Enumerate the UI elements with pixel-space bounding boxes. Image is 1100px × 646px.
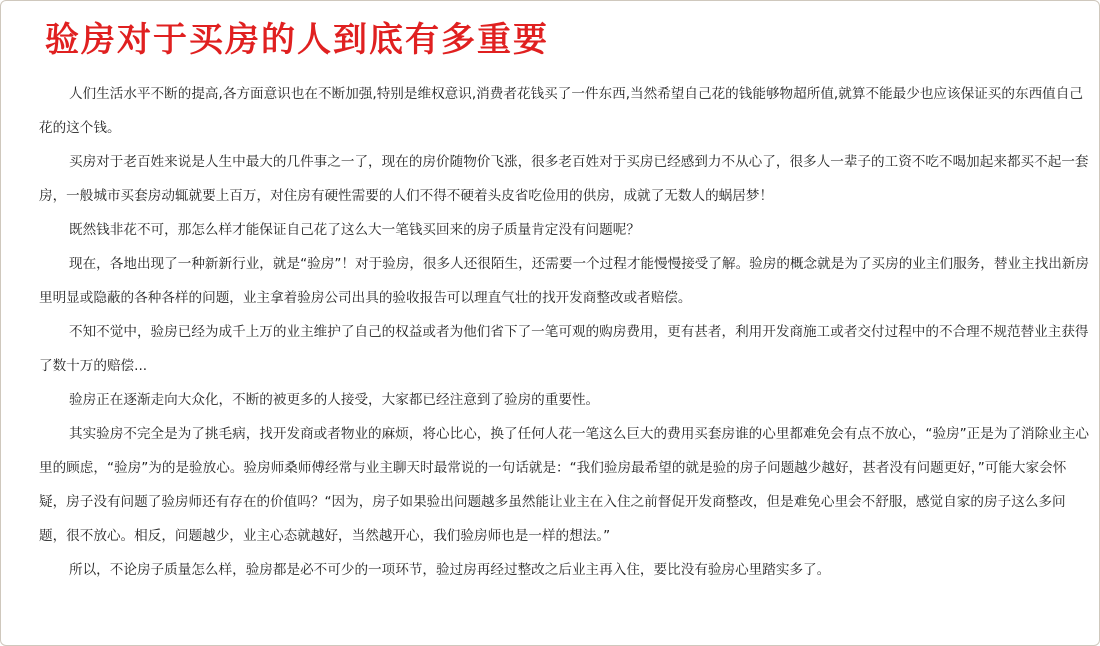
paragraph-7: 其实验房不完全是为了挑毛病，找开发商或者物业的麻烦，将心比心，换了任何人花一笔这么巨大的费用买套房谁的心里都难免会有点不放心，“验房”正是为了消除业主心里的顾虑，“验房”为的是验放心。验房师桑师傅经常与业主聊天时最常说的一句话就是：“我们验房最希望的就是验的房子问题越少越好，甚者没有问题更好，”可能大家会怀疑，房子没有问题了验房师还有存在的价值吗？“因为，房子如果验出问题越多虽然能让业主在入住之前督促开发商整改，但是难免心里会不舒服，感觉自家的房子这么多问题，很不放心。相反，问题越少，业主心态就越好，当然越开心，我们验房师也是一样的想法。” [39,426,1090,544]
paragraph-2: 买房对于老百姓来说是人生中最大的几件事之一了，现在的房价随物价飞涨，很多老百姓对于买房已经感到力不从心了，很多人一辈子的工资不吃不喝加起来都买不起一套房，一般城市买套房动辄就要上百万，对住房有硬性需要的人们不得不硬着头皮省吃俭用的供房，成就了无数人的蜗居梦！ [39,154,1089,204]
paragraph-3: 既然钱非花不可，那怎么样才能保证自己花了这么大一笔钱买回来的房子质量肯定没有问题呢？ [69,222,640,238]
paragraph-6: 验房正在逐渐走向大众化，不断的被更多的人接受，大家都已经注意到了验房的重要性。 [69,392,600,408]
paragraph-4: 现在，各地出现了一种新新行业，就是“验房”！对于验房，很多人还很陌生，还需要一个过程才能慢慢接受了解。验房的概念就是为了买房的业主们服务，替业主找出新房里明显或隐蔽的各种各样的问题，业主拿着验房公司出具的验收报告可以理直气壮的找开发商整改或者赔偿。 [39,256,1090,306]
paragraph-1: 人们生活水平不断的提高,各方面意识也在不断加强,特别是维权意识,消费者花钱买了一件东西,当然希望自己花的钱能够物超所值,就算不能最少也应该保证买的东西值自己花的这个钱。 [39,86,1083,136]
paragraph-5: 不知不觉中，验房已经为成千上万的业主维护了自己的权益或者为他们省下了一笔可观的购房费用，更有甚者，利用开发商施工或者交付过程中的不合理不规范替业主获得了数十万的赔偿... [39,324,1089,374]
paragraph-8: 所以，不论房子质量怎么样，验房都是必不可少的一项环节，验过房再经过整改之后业主再入住，要比没有验房心里踏实多了。 [69,562,831,578]
article-title: 验房对于买房的人到底有多重要 [45,20,549,60]
article-body [39,77,1091,587]
